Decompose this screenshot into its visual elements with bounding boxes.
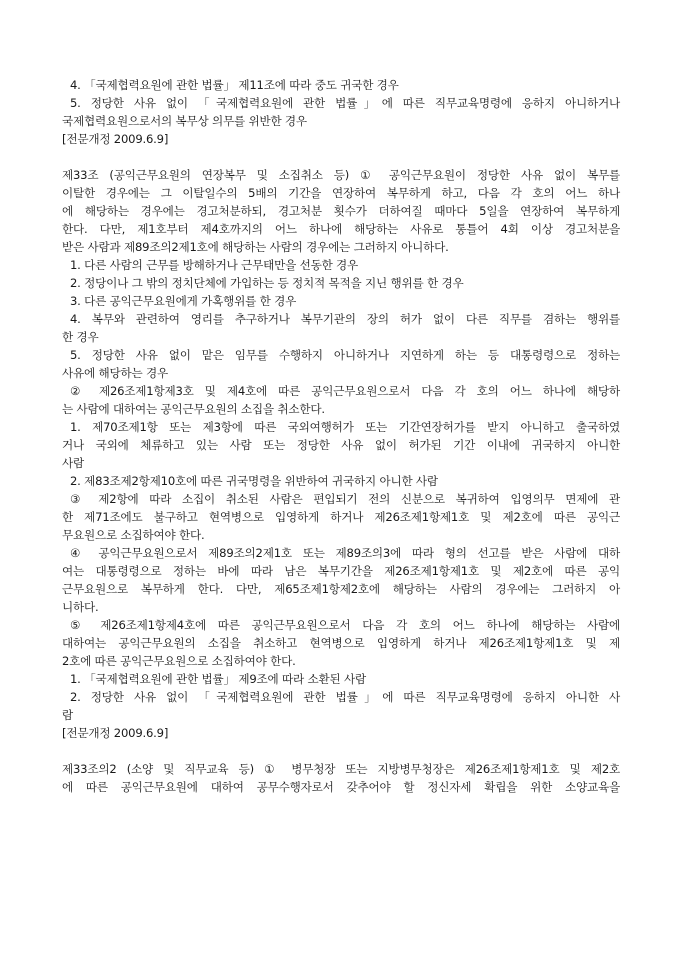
text-line: [전문개정 2009.6.9] [62,726,169,740]
text-line: 여는 대통령령으로 정하는 바에 따라 남은 복무기간을 제26조제1항제1호 및 제2호에 따른 공익 [62,564,620,578]
text-line: 1. 다른 사람의 근무를 방해하거나 근무태만을 선동한 경우 [70,258,359,272]
text-line: 제33조 (공익근무요원의 연장복무 및 소집취소 등) ① 공익근무요원이 정당한 사유 없이 복무를 [62,168,620,182]
text-line: 대하여는 공익근무요원의 소집을 취소하고 현역병으로 입영하게 하거나 제26조제1항제1호 및 제 [62,636,620,650]
text-line: 제33조의2 (소양 및 직무교육 등) ① 병무청장 또는 지방병무청장은 제26조제1항제1호 및 제2호 [62,762,620,776]
text-line: 한 제71조에도 불구하고 현역병으로 입영하게 하거나 제26조제1항제1호 및 제2호에 따른 공익근 [62,510,620,524]
text-line: 니하다. [62,600,99,614]
text-line: 한 경우 [62,330,99,344]
law-document [62,76,620,796]
text-line: 근무요원으로 복무하게 한다. 다만, 제65조제1항제2호에 해당하는 사람의 경우에는 그러하지 아 [62,582,620,596]
text-line: 이탈한 경우에는 그 이탈일수의 5배의 기간을 연장하여 복무하게 하고, 다음 각 호의 어느 하나 [62,186,620,200]
text-line: 에 해당하는 경우에는 경고처분하되, 경고처분 횟수가 더하여질 때마다 5일을 연장하여 복무하게 [62,204,620,218]
text-line: 사람 [62,456,84,470]
text-line: ③ 제2항에 따라 소집이 취소된 사람은 편입되기 전의 신분으로 복귀하여 입영의무 면제에 관 [70,492,620,506]
text-line: 사유에 해당하는 경우 [62,366,168,380]
section-gap [62,148,620,166]
text-line: 받은 사람과 제89조의2제1호에 해당하는 사람의 경우에는 그러하지 아니하다. [62,240,449,254]
text-line: 무요원으로 소집하여야 한다. [62,528,205,542]
text-line: 2. 정당한 사유 없이 「국제협력요원에 관한 법률」에 따른 직무교육명령에 응하지 아니한 사 [70,690,620,704]
text-line: [전문개정 2009.6.9] [62,132,169,146]
text-line: 국제협력요원으로서의 복무상 의무를 위반한 경우 [62,114,307,128]
text-line: 2호에 따른 공익근무요원으로 소집하여야 한다. [62,654,296,668]
text-line: ⑤ 제26조제1항제4호에 따른 공익근무요원으로서 다음 각 호의 어느 하나에 해당하는 사람에 [70,618,620,632]
text-line: ② 제26조제1항제3호 및 제4호에 따른 공익근무요원으로서 다음 각 호의 어느 하나에 해당하 [70,384,620,398]
text-line: 2. 제83조제2항제10호에 따른 귀국명령을 위반하여 귀국하지 아니한 사람 [70,474,438,488]
text-line: 5. 정당한 사유 없이 맡은 임무를 수행하지 아니하거나 지연하게 하는 등 대통령령으로 정하는 [70,348,620,362]
article-33-2 [62,760,620,796]
text-line: ④ 공익근무요원으로서 제89조의2제1호 또는 제89조의3에 따라 형의 선고를 받은 사람에 대하 [70,546,620,560]
text-line: 에 따른 공익근무요원에 대하여 공무수행자로서 갖추어야 할 정신자세 확립을 위한 소양교육을 [62,780,620,794]
text-line: 2. 정당이나 그 밖의 정치단체에 가입하는 등 정치적 목적을 지닌 행위를 한 경우 [70,276,464,290]
text-line: 4. 복무와 관련하여 영리를 추구하거나 복무기관의 장의 허가 없이 다른 직무를 겸하는 행위를 [70,312,620,326]
text-line: 람 [62,708,73,722]
section-gap [62,742,620,760]
text-line: 는 사람에 대하여는 공익근무요원의 소집을 취소한다. [62,402,325,416]
text-line: 1. 제70조제1항 또는 제3항에 따른 국외여행허가 또는 기간연장허가를 받지 아니하고 출국하였 [70,420,620,434]
text-line: 1. 「국제협력요원에 관한 법률」 제9조에 따라 소환된 사람 [70,672,367,686]
text-line: 한다. 다만, 제1호부터 제4호까지의 어느 하나에 해당하는 사유로 통틀어 4회 이상 경고처분을 [62,222,620,236]
text-line: 5. 정당한 사유 없이 「국제협력요원에 관한 법률」에 따른 직무교육명령에 응하지 아니하거나 [70,96,620,110]
text-line: 4. 「국제협력요원에 관한 법률」 제11조에 따라 중도 귀국한 경우 [70,78,399,92]
top-section [62,76,620,148]
text-line: 3. 다른 공익근무요원에게 가혹행위를 한 경우 [70,294,297,308]
text-line: 거나 국외에 체류하고 있는 사람 또는 정당한 사유 없이 허가된 기간 이내에 귀국하지 아니한 [62,438,620,452]
article-33 [62,166,620,742]
